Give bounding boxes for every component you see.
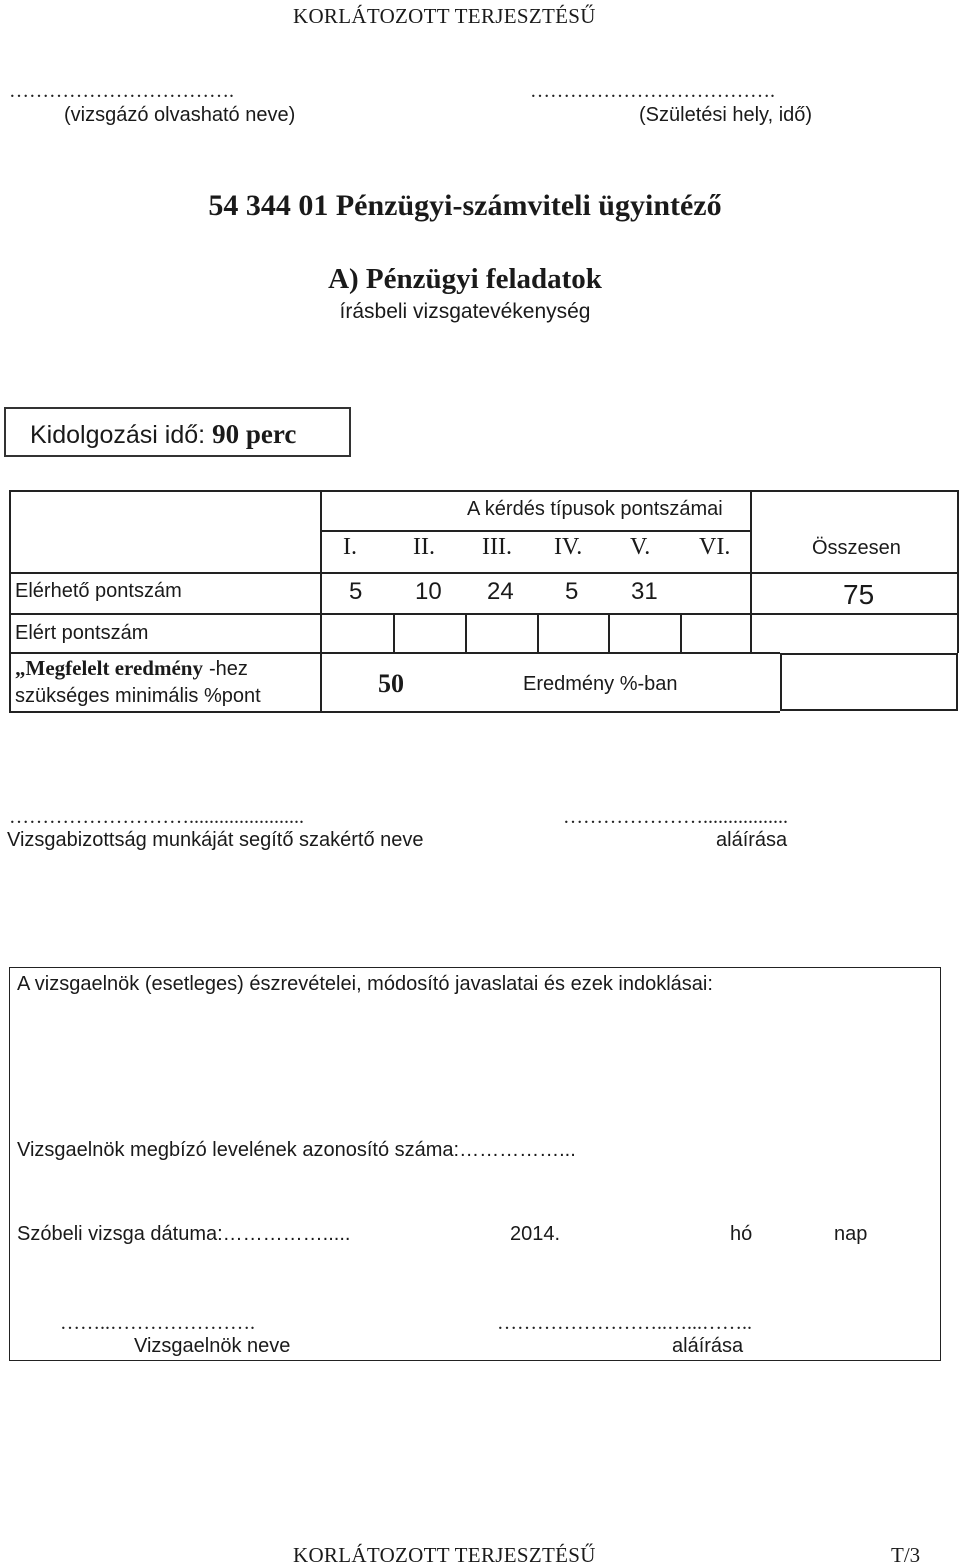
min-percent-label <box>15 656 248 681</box>
expert-name-label: Vizsgabizottság munkáját segítő szakértő neve <box>7 829 424 851</box>
page-number: T/3 <box>891 1543 921 1567</box>
column-header-2: II. <box>413 534 435 560</box>
column-header-1: I. <box>343 534 357 560</box>
time-text <box>30 419 296 450</box>
candidate-name-label: (vizsgázó olvasható neve) <box>64 104 296 126</box>
max-score-5: 31 <box>631 578 658 605</box>
question-types-header: A kérdés típusok pontszámai <box>467 498 723 520</box>
expert-sign-dots: …………………................. <box>563 806 788 828</box>
min-percent-label-line2: szükséges minimális %pont <box>15 685 261 707</box>
chair-name-dots: ……..…………………. <box>60 1312 255 1334</box>
chair-sign-label: aláírása <box>672 1335 744 1357</box>
expert-sign-label: aláírása <box>716 829 788 851</box>
candidate-name-dots: ……………………………. <box>9 80 234 102</box>
max-score-4: 5 <box>565 578 579 605</box>
min-percent-label-suffix: -hez <box>208 658 248 680</box>
exam-part-title: A) Pénzügyi feladatok <box>328 263 602 295</box>
column-header-3: III. <box>482 534 512 560</box>
oral-exam-month: hó <box>730 1223 753 1245</box>
expert-name-dots: ………………………....................... <box>9 806 304 828</box>
oral-exam-day: nap <box>834 1223 868 1245</box>
exam-type: írásbeli vizsgatevékenység <box>339 300 591 323</box>
achieved-score-label: Elért pontszám <box>15 622 149 644</box>
time-value: 90 perc <box>212 419 297 449</box>
result-percent-label: Eredmény %-ban <box>523 673 678 695</box>
min-percent-label-bold: „Megfelelt eredmény <box>15 656 203 680</box>
max-score-label: Elérhető pontszám <box>15 580 182 602</box>
max-score-1: 5 <box>349 578 363 605</box>
chair-name-label: Vizsgaelnök neve <box>134 1335 291 1357</box>
appointment-letter-id: Vizsgaelnök megbízó levelének azonosító száma:……………... <box>17 1139 576 1161</box>
time-label: Kidolgozási idő: <box>30 421 206 449</box>
min-percent-value: 50 <box>378 669 404 698</box>
column-header-6: VI. <box>699 534 731 560</box>
total-header: Összesen <box>812 537 901 559</box>
birth-label: (Születési hely, idő) <box>639 104 813 126</box>
restricted-footer: KORLÁTOZOTT TERJESZTÉSŰ <box>293 1543 596 1567</box>
column-header-5: V. <box>630 534 651 560</box>
chair-sign-dots: ……………………..…...…….. <box>497 1312 752 1334</box>
column-header-4: IV. <box>554 534 583 560</box>
remarks-box <box>9 967 941 1361</box>
max-score-2: 10 <box>415 578 442 605</box>
oral-exam-year: 2014. <box>510 1223 561 1245</box>
restricted-header: KORLÁTOZOTT TERJESZTÉSŰ <box>293 4 596 28</box>
birth-dots: ………………………………. <box>530 80 775 102</box>
remarks-title: A vizsgaelnök (esetleges) észrevételei, módosító javaslatai és ezek indoklásai: <box>17 973 713 995</box>
max-score-total: 75 <box>843 579 875 610</box>
max-score-3: 24 <box>487 578 514 605</box>
oral-exam-date-label: Szóbeli vizsga dátuma:……………..... <box>17 1223 351 1245</box>
result-percent-box[interactable] <box>780 653 958 711</box>
exam-title: 54 344 01 Pénzügyi-számviteli ügyintéző <box>208 189 722 222</box>
